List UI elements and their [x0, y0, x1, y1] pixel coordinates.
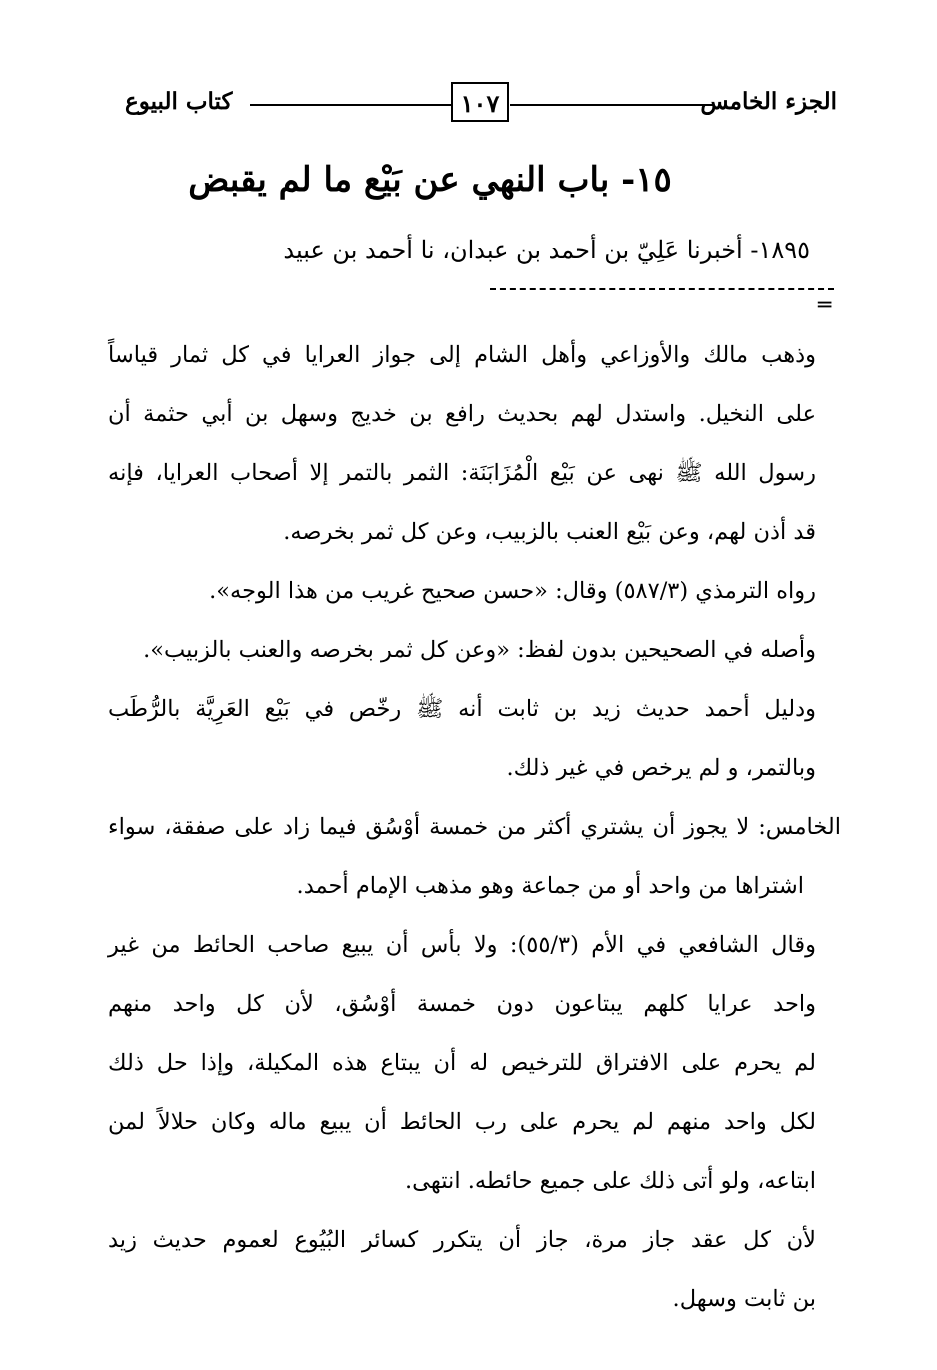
body-line: لكل واحد منهم لم يحرم على رب الحائط أن يبيع ماله وكان حلالاً لمن	[108, 1109, 816, 1135]
body-line: الخامس: لا يجوز أن يشتري أكثر من خمسة أوْسُق فيما زاد على صفقة، سواء	[108, 814, 841, 840]
body-line: رواه الترمذي (٥٨٧/٣) وقال: «حسن صحيح غريب من هذا الوجه».	[209, 578, 816, 604]
body-line: على النخيل. واستدل لهم بحديث رافع بن خديج وسهل بن أبي حثمة أن	[108, 401, 816, 427]
body-line: وأصله في الصحيحين بدون لفظ: «وعن كل ثمر بخرصه والعنب بالزبيب».	[143, 637, 816, 663]
double-bar-mark: ═	[818, 292, 832, 318]
body-line: وذهب مالك والأوزاعي وأهل الشام إلى جواز العرايا في كل ثمار قياساً	[108, 342, 816, 368]
body-line: وقال الشافعي في الأم (٥٥/٣): ولا بأس أن يبيع صاحب الحائط من غير	[108, 932, 816, 958]
header-book-title: كتاب البيوع	[125, 88, 233, 115]
body-line: لم يحرم على الافتراق للترخيص له أن يبتاع هذه المكيلة، وإذا حل ذلك	[108, 1050, 816, 1076]
header-part-title: الجزء الخامس	[700, 88, 837, 115]
page-header	[125, 82, 837, 128]
body-line: وبالتمر، و لم يرخص في غير ذلك.	[506, 755, 816, 781]
hadith-line: ١٨٩٥- أخبرنا عَلِيّ بن أحمد بن عبدان، نا أحمد بن عبيد	[283, 236, 810, 264]
body-line: بن ثابت وسهل.	[672, 1286, 816, 1312]
page-number-box	[451, 82, 509, 122]
body-line: ودليل أحمد حديث زيد بن ثابت أنه ﷺ رخّص في بَيْع العَرِيَّة بالرُّطَب	[108, 696, 816, 722]
page-number: ١٠٧	[460, 89, 500, 118]
chapter-title: ١٥- باب النهي عن بَيْع ما لم يقبض	[188, 160, 672, 200]
body-line: قد أذن لهم، وعن بَيْع العنب بالزبيب، وعن كل ثمر بخرصه.	[283, 519, 816, 545]
header-rule-right	[510, 104, 713, 106]
header-rule-left	[250, 104, 451, 106]
body-line: ابتاعه، ولو أتى ذلك على جميع حائطه. انتهى.	[404, 1168, 816, 1194]
dashed-separator	[490, 288, 834, 290]
body-line: رسول الله ﷺ نهى عن بَيْع الْمُزَابَنَة: الثمر بالتمر إلا أصحاب العرايا، فإنه	[108, 460, 816, 486]
body-line: اشتراها من واحد أو من جماعة وهو مذهب الإمام أحمد.	[296, 873, 804, 899]
body-line: لأن كل عقد جاز مرة، جاز أن يتكرر كسائر البُيُوع لعموم حديث زيد	[108, 1227, 816, 1253]
body-line: واحد عرايا كلهم يبتاعون دون خمسة أوْسُق، لأن كل واحد منهم	[108, 991, 816, 1017]
body-text	[108, 326, 841, 1329]
